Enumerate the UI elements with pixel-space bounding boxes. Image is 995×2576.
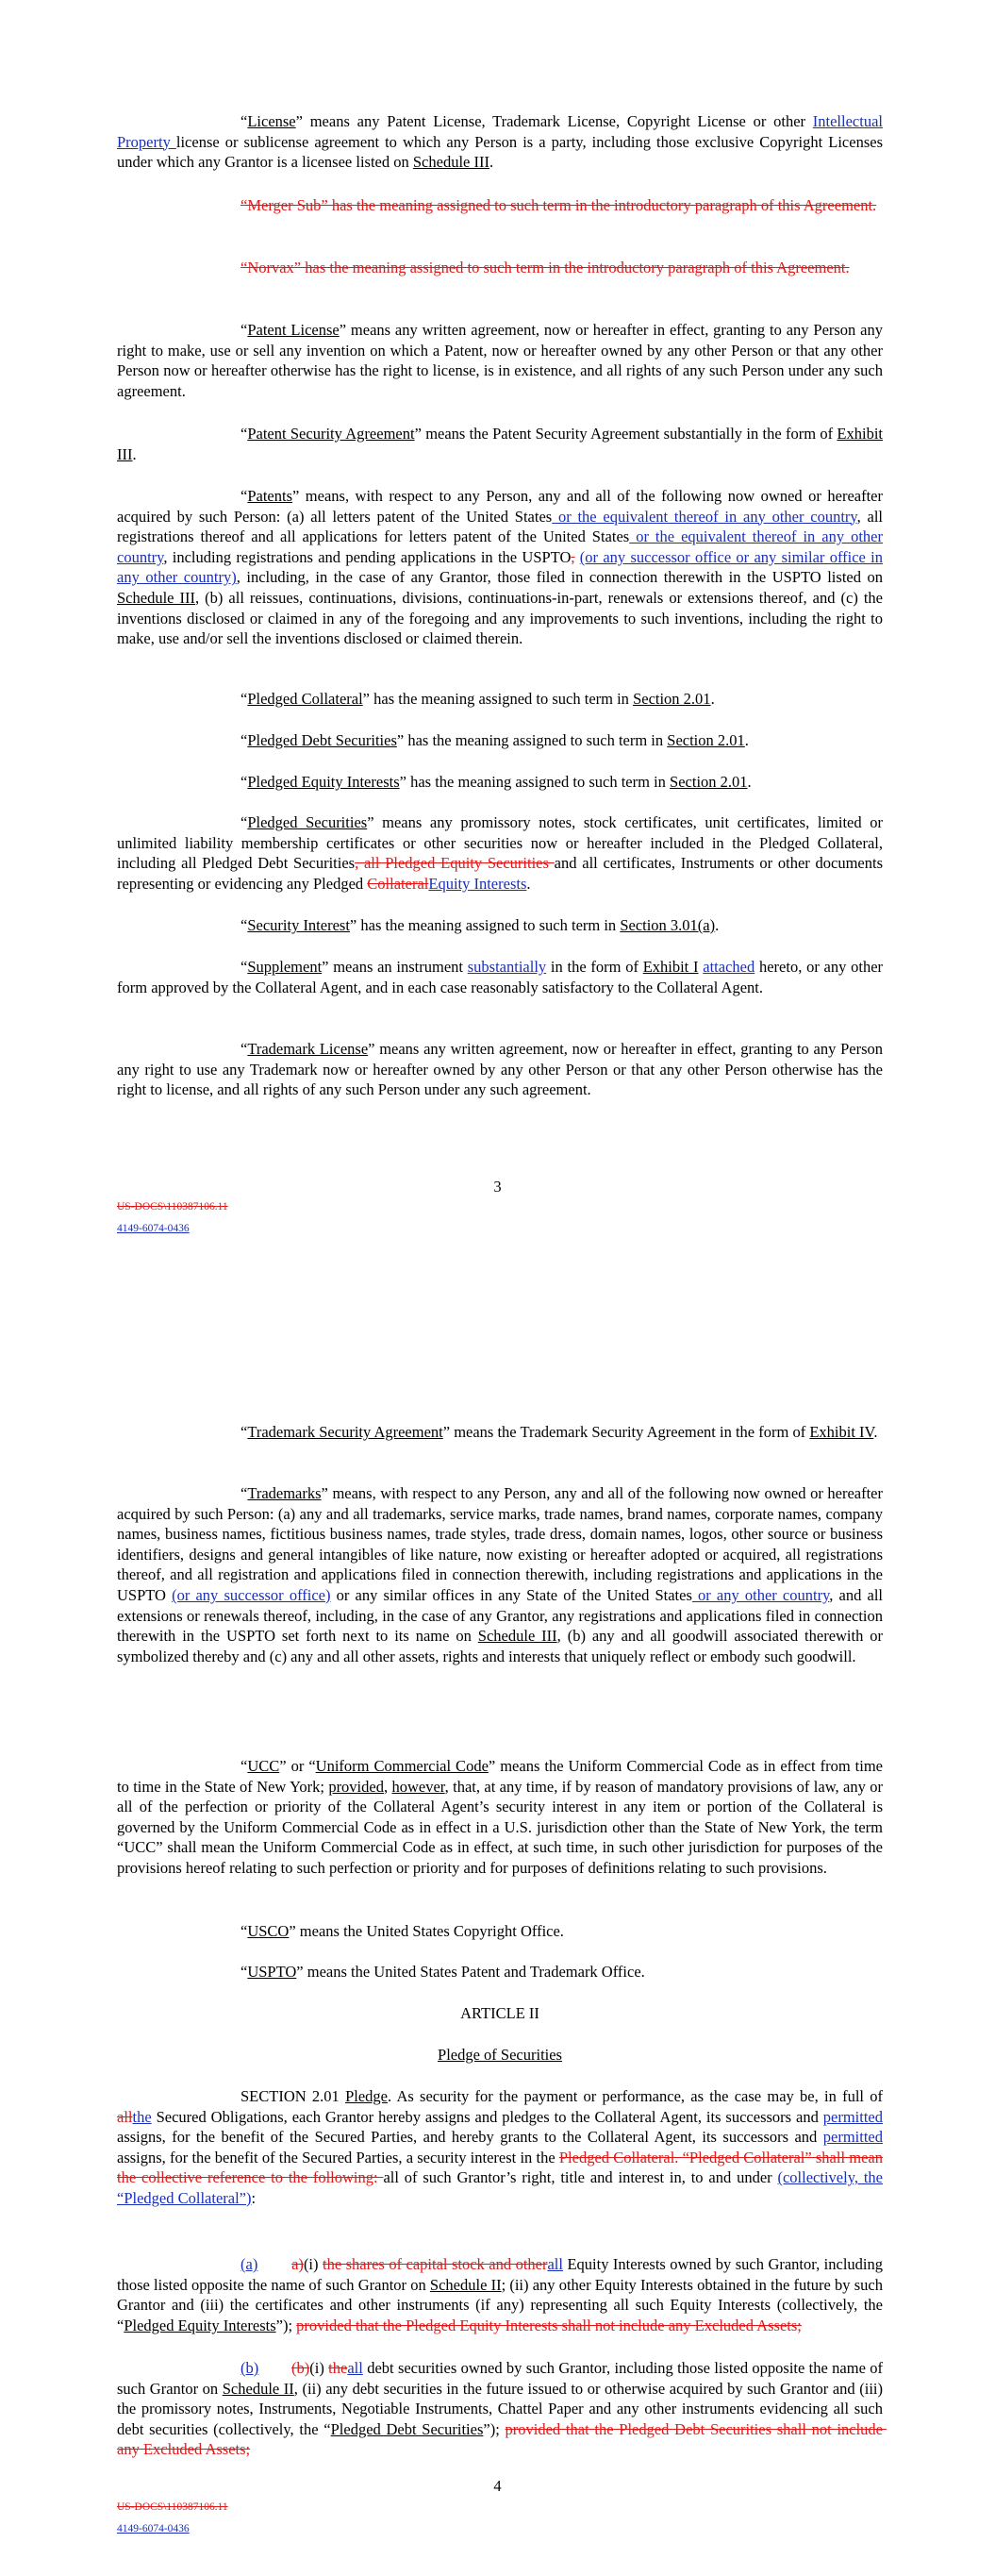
defined-term: Schedule III: [477, 1627, 557, 1646]
defined-term: Section 3.01(a): [620, 916, 716, 934]
footer-deleted-docid: US-DOCS\110387106.11: [117, 2501, 228, 2513]
document-footer: [117, 2501, 228, 2535]
definition-patent-security-agreement: [117, 424, 883, 464]
text-segment: .: [873, 1423, 878, 1441]
text-segment: ”);: [275, 2316, 297, 2334]
defined-term: Schedule II: [222, 2379, 294, 2398]
text-segment: ” means, with respect to any Person, any and all of the following now owned or hereafter acquired by such Person: (a) any and all trademarks, service marks, trade names, brand names, corporate names, company names, business names, fictitious business names, trade styles, trade dress, domain names, logos, other source or business identifiers, designs and general intangibles of like nature, now existing or hereafter adopted or acquired, all registrations thereof, and all registration and applications filed in connection therewith, including registrations and applications in the USPTO: [117, 1484, 883, 1604]
clause-a-equity-interests: [117, 2254, 887, 2335]
defined-term: Pledged Collateral: [247, 690, 363, 708]
defined-term: Patents: [247, 487, 292, 505]
defined-term: Pledge: [345, 2087, 388, 2105]
definition-uspto: [117, 1962, 883, 1982]
deleted-text: all: [117, 2107, 133, 2126]
text-segment: .: [710, 690, 715, 708]
defined-term: Schedule III: [412, 153, 489, 172]
defined-term: Patent Security Agreement: [247, 425, 415, 443]
text-segment: Secured Obligations, each Grantor hereby assigns and pledges to the Collateral Agent, its successors and: [151, 2107, 823, 2126]
footer-inserted-docid: 4149-6074-0436: [117, 1223, 190, 1234]
definition-pledged-debt-securities: [117, 730, 883, 751]
clause-b-debt-securities: [117, 2358, 887, 2460]
definition-pledged-collateral: [117, 689, 883, 710]
text-segment: “: [240, 321, 248, 339]
inserted-text: all: [547, 2255, 563, 2273]
inserted-text: permitted: [822, 2128, 883, 2147]
text-segment: .: [747, 773, 752, 791]
text-segment: ” has the meaning assigned to such term in: [399, 773, 671, 791]
text-segment: .: [744, 731, 749, 749]
text-segment: “: [240, 1423, 248, 1441]
text-segment: ” has the meaning assigned to such term in: [349, 916, 621, 934]
inserted-text: (or any successor office): [172, 1585, 331, 1604]
defined-term: Pledged Equity Interests: [124, 2316, 276, 2334]
page-number: 3: [493, 1178, 502, 1196]
text-segment: ” or “: [279, 1757, 316, 1775]
defined-term: Section 2.01: [670, 773, 748, 791]
text-segment: ” means, with respect to any Person, any and all of the following now owned or hereafter acquired by such Person: (a) all letters patent of the United States: [117, 487, 883, 526]
text-segment: license or sublicense agreement to which any Person is a party, including those exclusive Copyright Licenses under which any Grantor is a licensee listed on: [117, 132, 883, 172]
defined-term: Supplement: [247, 958, 323, 976]
defined-term: Schedule II: [429, 2275, 502, 2294]
defined-term: Pledged Equity Interests: [247, 773, 400, 791]
text-segment: (i): [309, 2359, 329, 2377]
definition-norvax-deleted: [117, 258, 883, 278]
text-segment: “: [240, 958, 248, 976]
text-segment: Equity Interests owned by such Grantor, including those listed opposite the name of such Grantor on: [117, 2255, 887, 2294]
text-segment: ” means the United States Copyright Office.: [289, 1922, 564, 1940]
definition-patent-license: [117, 320, 883, 401]
definition-ucc: [117, 1756, 883, 1879]
text-segment: hereto, or any other form approved by the Collateral Agent, and in each case reasonably satisfactory to the Collateral Agent.: [117, 958, 884, 996]
defined-term: Patent License: [247, 321, 340, 339]
deleted-text: Pledged Collateral. “Pledged Collateral” shall mean the collective reference to the following:: [117, 2148, 883, 2187]
deleted-text: Collateral: [367, 874, 429, 893]
text-segment: “: [240, 1963, 248, 1981]
inserted-text: or any other country: [691, 1585, 830, 1604]
text-segment: in the form of: [546, 958, 643, 976]
text-segment: [258, 2359, 291, 2377]
text-segment: ” means the Uniform Commercial Code as in effect from time to time in the State of New York;: [117, 1757, 883, 1796]
text-segment: ” means the United States Patent and Trademark Office.: [296, 1963, 645, 1981]
text-segment: . As security for the payment or performance, as the case may be, in full of: [387, 2087, 883, 2105]
text-segment: ARTICLE II: [460, 2004, 539, 2022]
text-segment: assigns, for the benefit of the Secured Parties, and hereby grants to the Collateral Agent, its successors and: [117, 2128, 823, 2147]
text-segment: “: [240, 1484, 248, 1502]
defined-term: Exhibit III: [117, 425, 883, 463]
defined-term: Exhibit IV: [809, 1423, 874, 1441]
deleted-text: ,: [571, 547, 575, 566]
deleted-text: provided that the Pledged Debt Securities shall not include any Excluded Assets;: [117, 2419, 887, 2459]
definition-trademarks: [117, 1483, 883, 1666]
defined-term: License: [247, 112, 296, 130]
inserted-text: all: [347, 2359, 363, 2377]
text-segment: ” means any promissory notes, stock certificates, unit certificates, limited or unlimited liability membership certificates or other securities now or hereafter included in the Pledged Collateral, including all Pledged Debt Securities: [117, 813, 883, 873]
section-2-01-pledge: [117, 2086, 883, 2209]
text-segment: “: [240, 690, 248, 708]
text-segment: “: [240, 1922, 248, 1940]
inserted-text: (collectively, the “Pledged Collateral”): [117, 2168, 883, 2207]
inserted-text: the: [132, 2107, 152, 2126]
text-segment: “: [240, 813, 248, 831]
defined-term: UCC: [247, 1757, 280, 1775]
inserted-text: permitted: [822, 2107, 883, 2126]
text-segment: .: [526, 874, 531, 893]
article-heading: [117, 2003, 883, 2024]
text-segment: “: [240, 1757, 248, 1775]
inserted-text: Intellectual Property: [117, 112, 883, 151]
text-segment: , all registrations thereof and all applications for letters patent of the United States: [117, 507, 883, 546]
defined-term: Section 2.01: [633, 690, 711, 708]
deleted-text: the: [328, 2359, 348, 2377]
inserted-text: (a): [240, 2255, 258, 2273]
defined-term: Exhibit I: [642, 958, 699, 976]
inserted-text: or the equivalent thereof in any other country: [117, 527, 883, 566]
text-segment: , (b) any and all goodwill associated therewith or symbolized thereby and (c) any and all other assets, rights and interests that uniquely reflect or embody such goodwill.: [117, 1627, 884, 1665]
text-segment: [257, 2255, 291, 2273]
text-segment: ”);: [483, 2419, 506, 2438]
text-segment: and all certificates, Instruments or other documents representing or evidencing any Pledged: [117, 854, 883, 893]
text-segment: , that, at any time, if by reason of mandatory provisions of law, any or all of the perfection or priority of the Collateral Agent’s security interest in any item or portion of the Collateral is governed by the Uniform Commercial Code as in effect in a U.S. jurisdiction other than the State of New York, the term “UCC” shall mean the Uniform Commercial Code as in effect, at such time, in such other jurisdiction for purposes of the provisions hereof relating to such perfection or priority and for purposes of definitions relating to such provisions.: [117, 1777, 884, 1877]
text-segment: :: [251, 2188, 257, 2207]
text-segment: “: [240, 773, 248, 791]
defined-term: Pledged Debt Securities: [247, 731, 397, 749]
defined-term: Trademarks: [247, 1484, 322, 1502]
text-segment: ; (ii) any other Equity Interests obtained in the future by such Grantor and (iii) the certificates and other instruments (if any) representing all such Equity Interests (collectively, the “: [117, 2275, 887, 2334]
text-segment: .: [489, 153, 494, 172]
definition-merger-sub-deleted: [117, 195, 883, 216]
defined-term: Trademark License: [247, 1040, 369, 1058]
text-segment: “: [240, 916, 248, 934]
text-segment: ” means the Trademark Security Agreement in the form of: [442, 1423, 810, 1441]
deleted-text: , all Pledged Equity Securities: [355, 854, 555, 873]
inserted-text: Equity Interests: [428, 874, 527, 893]
deleted-text: a): [291, 2255, 304, 2273]
defined-term: USPTO: [247, 1963, 297, 1981]
deleted-text: provided that the Pledged Equity Interests shall not include any Excluded Assets;: [296, 2316, 802, 2334]
inserted-text: attached: [703, 958, 755, 976]
defined-term: Pledged Debt Securities: [330, 2419, 484, 2438]
defined-term: USCO: [247, 1922, 290, 1940]
definition-trademark-security-agreement: [117, 1422, 883, 1443]
text-segment: ” means any written agreement, now or hereafter in effect, granting to any Person any right to make, use or sell any invention on which a Patent, now or hereafter owned by any other Person or that any other Person now or hereafter otherwise has the right to license, is in existence, and all rights of any such Person under any such agreement.: [117, 321, 883, 400]
page-number: 4: [493, 2477, 502, 2495]
text-segment: “: [240, 425, 248, 443]
definition-security-interest: [117, 915, 883, 936]
deleted-text: (b): [291, 2359, 310, 2377]
text-segment: “: [240, 112, 248, 130]
inserted-text: or the equivalent thereof in any other country: [552, 507, 857, 526]
defined-term: Security Interest: [247, 916, 350, 934]
deleted-text: “Norvax” has the meaning assigned to such term in the introductory paragraph of this Agreement.: [240, 259, 850, 276]
defined-term: Trademark Security Agreement: [247, 1423, 443, 1441]
text-segment: , (ii) any debt securities in the future issued to or otherwise acquired by such Grantor and (iii) the promissory notes, Instruments, Negotiable Instruments, Chattel Paper and any other instruments evidencing all such debt securities (collectively, the “: [117, 2379, 887, 2438]
text-segment: SECTION 2.01: [240, 2087, 346, 2105]
defined-term: Schedule III: [117, 588, 195, 607]
text-segment: debt securities owned by such Grantor, including those listed opposite the name of such Grantor on: [117, 2359, 887, 2398]
text-segment: “: [240, 731, 248, 749]
defined-term: Pledge of Securities: [438, 2046, 562, 2064]
text-segment: ” means any Patent License, Trademark License, Copyright License or other: [295, 112, 813, 130]
text-segment: , (b) all reissues, continuations, divisions, continuations-in-part, renewals or extensions thereof, and (c) the inventions disclosed or claimed in any of the foregoing and any improvements to such inventions, including the right to make, use and/or sell the inventions disclosed or claimed therein.: [117, 588, 884, 648]
text-segment: assigns, for the benefit of the Secured Parties, a security interest in the: [117, 2148, 559, 2166]
defined-term: Pledged Securities: [247, 813, 368, 831]
inserted-text: substantially: [467, 958, 547, 976]
text-segment: ” has the meaning assigned to such term in: [362, 690, 634, 708]
text-segment: “: [240, 1040, 248, 1058]
text-segment: all of such Grantor’s right, title and interest in, to and under: [383, 2168, 778, 2187]
footer-inserted-docid: 4149-6074-0436: [117, 2523, 190, 2534]
defined-term: Section 2.01: [667, 731, 745, 749]
text-segment: ” means any written agreement, now or hereafter in effect, granting to any Person any right to use any Trademark now or hereafter owned by any other Person or that any other Person otherwise has the right to license, and all rights of any such Person under any such agreement.: [117, 1040, 883, 1099]
text-segment: , and all extensions or renewals thereof, including, in the case of any Grantor, any registrations and applications filed in connection therewith in the USPTO set forth next to its name on: [117, 1585, 883, 1646]
defined-term: however: [391, 1777, 445, 1796]
text-segment: .: [715, 916, 720, 934]
text-segment: .: [132, 444, 137, 463]
deleted-text: “Merger Sub” has the meaning assigned to such term in the introductory paragraph of this Agreement.: [240, 196, 877, 214]
footer-deleted-docid: US-DOCS\110387106.11: [117, 1201, 228, 1213]
document-footer: [117, 1200, 228, 1235]
text-segment: or any similar offices in any State of the United States: [330, 1585, 692, 1604]
text-segment: ” means an instrument: [322, 958, 468, 976]
text-segment: , including, in the case of any Grantor, those filed in connection therewith in the USPTO listed on: [236, 568, 884, 587]
document-page-4: [0, 1387, 995, 2576]
deleted-text: the shares of capital stock and other: [322, 2255, 548, 2273]
defined-term: provided: [328, 1777, 384, 1796]
definition-pledged-equity-interests: [117, 772, 883, 793]
text-segment: ,: [383, 1777, 392, 1796]
definition-trademark-license: [117, 1039, 883, 1100]
definition-patents: [117, 486, 883, 649]
text-segment: , including registrations and pending applications in the USPTO: [163, 547, 572, 566]
definition-usco: [117, 1921, 883, 1942]
text-segment: ” means the Patent Security Agreement substantially in the form of: [414, 425, 837, 443]
text-segment: “: [240, 487, 248, 505]
inserted-text: (or any successor office or any similar office in any other country): [117, 547, 883, 587]
text-segment: ” has the meaning assigned to such term in: [396, 731, 668, 749]
definition-supplement: [117, 957, 883, 997]
defined-term: Uniform Commercial Code: [315, 1757, 489, 1775]
definition-license: [117, 111, 883, 173]
article-title: [117, 2045, 883, 2066]
inserted-text: (b): [240, 2359, 259, 2377]
text-segment: (i): [303, 2255, 323, 2273]
definition-pledged-securities: [117, 812, 883, 894]
